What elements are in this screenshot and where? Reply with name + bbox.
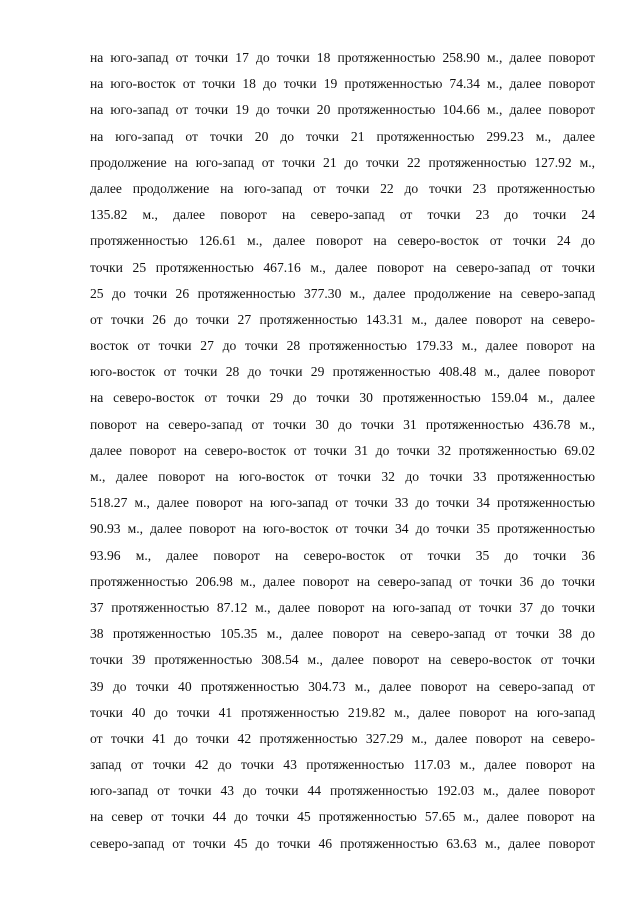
text-line: 39 до точки 40 протяженностью 304.73 м., далее поворот на северо-запад от [90,678,595,694]
text-line: поворот на северо-запад от точки 30 до точки 31 протяженностью 436.78 м., [90,416,595,432]
text-line: точки 39 протяженностью 308.54 м., далее поворот на северо-восток от точки [90,652,595,668]
text-line: на юго-запад от точки 20 до точки 21 протяженностью 299.23 м., далее [90,128,595,144]
text-line: северо-запад от точки 45 до точки 46 протяженностью 63.63 м., далее поворот [90,835,595,851]
text-line: 38 протяженностью 105.35 м., далее поворот на северо-запад от точки 38 до [90,626,595,642]
text-line: м., далее поворот на юго-восток от точки 32 до точки 33 протяженностью [90,469,595,484]
text-line: на юго-запад от точки 17 до точки 18 протяженностью 258.90 м., далее поворот [90,50,595,65]
text-line: 37 протяженностью 87.12 м., далее поворот на юго-запад от точки 37 до точки [90,599,595,615]
text-line: на юго-запад от точки 19 до точки 20 протяженностью 104.66 м., далее поворот [90,102,595,118]
text-line: на север от точки 44 до точки 45 протяженностью 57.65 м., далее поворот на [90,809,595,825]
text-line: на северо-восток от точки 29 до точки 30 протяженностью 159.04 м., далее [90,390,595,406]
text-line: запад от точки 42 до точки 43 протяженностью 117.03 м., далее поворот на [90,757,595,773]
text-line: 135.82 м., далее поворот на северо-запад от точки 23 до точки 24 [90,207,595,223]
text-line: 93.96 м., далее поворот на северо-восток от точки 35 до точки 36 [90,547,595,563]
text-line: юго-запад от точки 43 до точки 44 протяженностью 192.03 м., далее поворот [90,783,595,799]
text-line: точки 25 протяженностью 467.16 м., далее поворот на северо-запад от точки [90,259,595,275]
text-line: протяженностью 126.61 м., далее поворот на северо-восток от точки 24 до [90,233,595,249]
text-line: от точки 41 до точки 42 протяженностью 327.29 м., далее поворот на северо- [90,730,595,746]
text-line: юго-восток от точки 28 до точки 29 протяженностью 408.48 м., далее поворот [90,364,595,380]
text-line: на юго-восток от точки 18 до точки 19 протяженностью 74.34 м., далее поворот [90,76,595,92]
text-line: далее продолжение на юго-запад от точки 22 до точки 23 протяженностью [90,180,595,196]
text-line: 25 до точки 26 протяженностью 377.30 м., далее продолжение на северо-запад [90,285,595,301]
body-text [90,45,595,857]
text-line: далее поворот на северо-восток от точки 31 до точки 32 протяженностью 69.02 [90,442,595,458]
text-line: протяженностью 206.98 м., далее поворот на северо-запад от точки 36 до точки [90,573,595,589]
text-line: от точки 26 до точки 27 протяженностью 143.31 м., далее поворот на северо- [90,311,595,327]
text-line: продолжение на юго-запад от точки 21 до точки 22 протяженностью 127.92 м., [90,154,595,170]
text-line: восток от точки 27 до точки 28 протяженностью 179.33 м., далее поворот на [90,338,595,354]
text-line: 518.27 м., далее поворот на юго-запад от точки 33 до точки 34 протяженностью [90,495,595,511]
text-line: 90.93 м., далее поворот на юго-восток от точки 34 до точки 35 протяженностью [90,521,595,537]
text-line: точки 40 до точки 41 протяженностью 219.82 м., далее поворот на юго-запад [90,704,595,720]
